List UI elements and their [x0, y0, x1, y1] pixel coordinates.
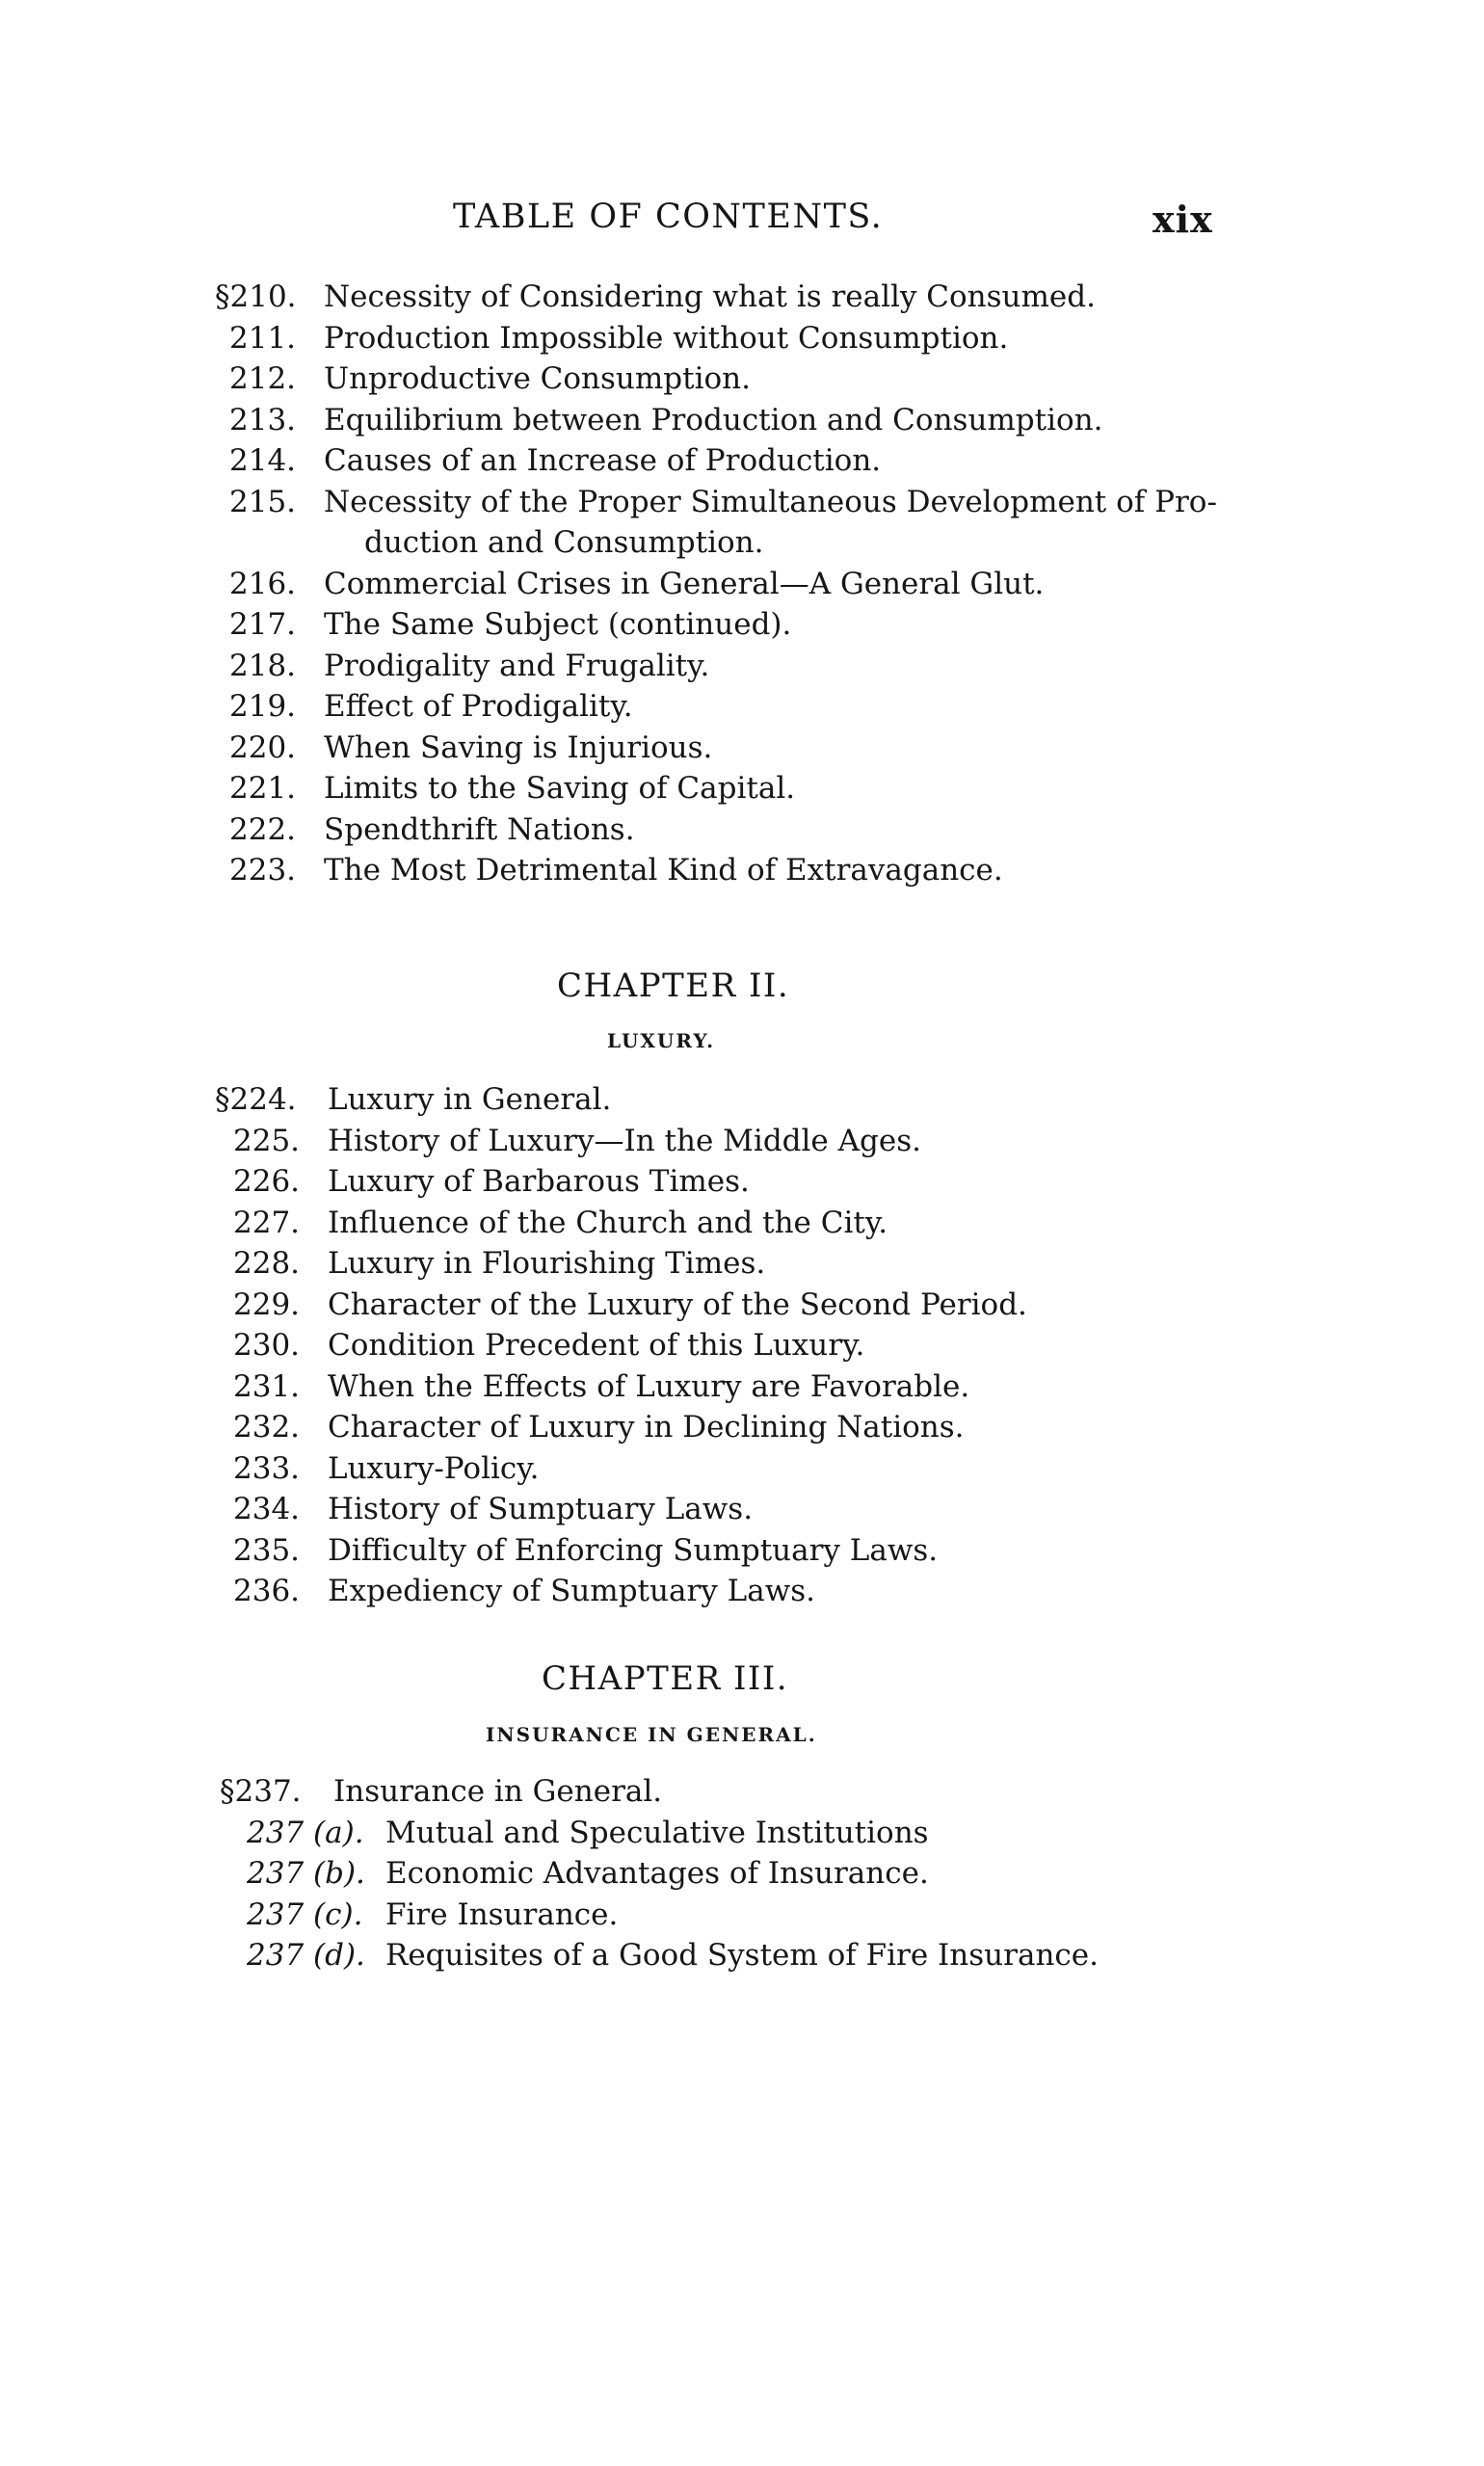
toc-entry [0, 361, 1484, 403]
entry-title: Unproductive Consumption. [324, 361, 751, 396]
entry-title: Necessity of the Proper Simultaneous Development of Pro- [324, 484, 1217, 519]
toc-entry [0, 1369, 1484, 1411]
toc-entry [0, 567, 1484, 608]
section-number: 212. [229, 361, 297, 396]
entry-title: Prodigality and Frugality. [324, 648, 710, 683]
entry-title: The Same Subject (continued). [324, 607, 792, 642]
entry-title: Effect of Prodigality. [324, 689, 633, 724]
chapter-subtitle: LUXURY. [607, 1029, 716, 1052]
entry-title: Causes of an Increase of Production. [324, 443, 882, 478]
entry-title: The Most Detrimental Kind of Extravagance. [324, 853, 1003, 888]
toc-entry [0, 1774, 1484, 1816]
section-number: 233. [233, 1450, 301, 1486]
entry-title: Difficulty of Enforcing Sumptuary Laws. [328, 1532, 939, 1568]
toc-entry [0, 403, 1484, 444]
entry-title: Production Impossible without Consumption. [324, 320, 1009, 356]
section-number: 214. [229, 443, 297, 478]
section-number: 230. [233, 1328, 301, 1363]
entry-title: Luxury-Policy. [328, 1450, 540, 1486]
entry-title: Mutual and Speculative Institutions [385, 1815, 929, 1850]
section-number: 227. [233, 1205, 301, 1240]
entry-title: Spendthrift Nations. [324, 811, 635, 847]
entry-title: Influence of the Church and the City. [328, 1205, 888, 1240]
toc-entry [0, 812, 1484, 854]
section-number: 215. [229, 484, 297, 519]
entry-title: Limits to the Saving of Capital. [324, 771, 796, 806]
toc-list-section-a [0, 279, 1484, 894]
section-number: 226. [233, 1164, 301, 1199]
section-number: 219. [229, 689, 297, 724]
section-number: 235. [233, 1532, 301, 1568]
section-number: 220. [229, 729, 297, 765]
entry-title: Fire Insurance. [385, 1896, 619, 1932]
toc-list-chapter-2 [0, 1082, 1484, 1615]
section-number: 217. [229, 607, 297, 642]
toc-entry [0, 1897, 1484, 1939]
toc-list-chapter-3 [0, 1774, 1484, 1979]
toc-entry [0, 1856, 1484, 1897]
toc-entry [0, 279, 1484, 321]
entry-title: Economic Advantages of Insurance. [385, 1856, 929, 1891]
toc-entry [0, 771, 1484, 812]
section-number: 237 (c). [247, 1896, 363, 1932]
toc-entry [0, 689, 1484, 730]
toc-entry [0, 1574, 1484, 1615]
chapter-subtitle: INSURANCE IN GENERAL. [486, 1723, 817, 1746]
section-number: 225. [233, 1123, 301, 1158]
section-number: 216. [229, 566, 297, 601]
entry-title: When the Effects of Luxury are Favorable. [328, 1368, 970, 1404]
section-number: 223. [229, 853, 297, 888]
entry-title: Commercial Crises in General—A General Glut. [324, 566, 1045, 601]
section-number: 232. [233, 1410, 301, 1445]
section-number: 237 (b). [247, 1856, 365, 1891]
toc-entry [0, 1206, 1484, 1247]
toc-entry [0, 1816, 1484, 1857]
entry-title-continuation: duction and Consumption. [364, 525, 764, 560]
entry-title: Condition Precedent of this Luxury. [328, 1328, 865, 1363]
section-number: 213. [229, 402, 297, 438]
entry-title: Necessity of Considering what is really Consumed. [324, 279, 1096, 314]
section-number: 237 (a). [247, 1815, 364, 1850]
entry-title: Equilibrium between Production and Consumption. [324, 402, 1103, 438]
entry-title: History of Luxury—In the Middle Ages. [328, 1123, 921, 1158]
section-number: 211. [229, 320, 297, 356]
chapter-heading: CHAPTER III. [542, 1659, 789, 1698]
section-number: 237 (d). [247, 1938, 365, 1973]
section-number: §224. [215, 1082, 297, 1117]
toc-entry [0, 1533, 1484, 1575]
toc-entry [0, 1492, 1484, 1533]
toc-entry [0, 649, 1484, 690]
entry-title: Expediency of Sumptuary Laws. [328, 1574, 815, 1608]
toc-entry [0, 607, 1484, 649]
entry-title: History of Sumptuary Laws. [328, 1492, 754, 1526]
toc-entry [0, 321, 1484, 362]
section-number: 228. [233, 1246, 301, 1281]
toc-entry [0, 1287, 1484, 1329]
section-number: 234. [233, 1492, 301, 1526]
section-number: 236. [233, 1574, 301, 1608]
toc-entry [0, 853, 1484, 894]
section-number: 231. [233, 1368, 301, 1404]
toc-entry [0, 443, 1484, 485]
toc-entry [0, 1451, 1484, 1493]
toc-entry [0, 1082, 1484, 1124]
entry-title: Luxury in Flourishing Times. [328, 1246, 766, 1281]
entry-title: Requisites of a Good System of Fire Insurance. [385, 1938, 1099, 1973]
toc-entry [0, 485, 1484, 526]
toc-entry [0, 1246, 1484, 1287]
section-number: §237. [220, 1774, 302, 1809]
entry-title: Character of the Luxury of the Second Period. [328, 1286, 1027, 1322]
entry-title: Luxury in General. [328, 1082, 612, 1117]
running-title: TABLE OF CONTENTS. [453, 198, 884, 236]
toc-entry [0, 1164, 1484, 1206]
section-number: §210. [215, 279, 297, 314]
section-number: 221. [229, 771, 297, 806]
toc-entry [0, 1410, 1484, 1451]
page-number: xix [1153, 198, 1213, 241]
entry-title: When Saving is Injurious. [324, 729, 713, 765]
section-number: 218. [229, 648, 297, 683]
toc-entry [0, 1938, 1484, 1979]
entry-title: Character of Luxury in Declining Nations. [328, 1410, 965, 1445]
entry-title: Insurance in General. [333, 1774, 663, 1809]
toc-entry [0, 1124, 1484, 1165]
entry-title: Luxury of Barbarous Times. [328, 1164, 750, 1199]
chapter-heading: CHAPTER II. [557, 967, 790, 1005]
section-number: 222. [229, 811, 297, 847]
toc-entry-continuation [0, 525, 1484, 567]
section-number: 229. [233, 1286, 301, 1322]
toc-entry [0, 1328, 1484, 1369]
toc-entry [0, 730, 1484, 772]
